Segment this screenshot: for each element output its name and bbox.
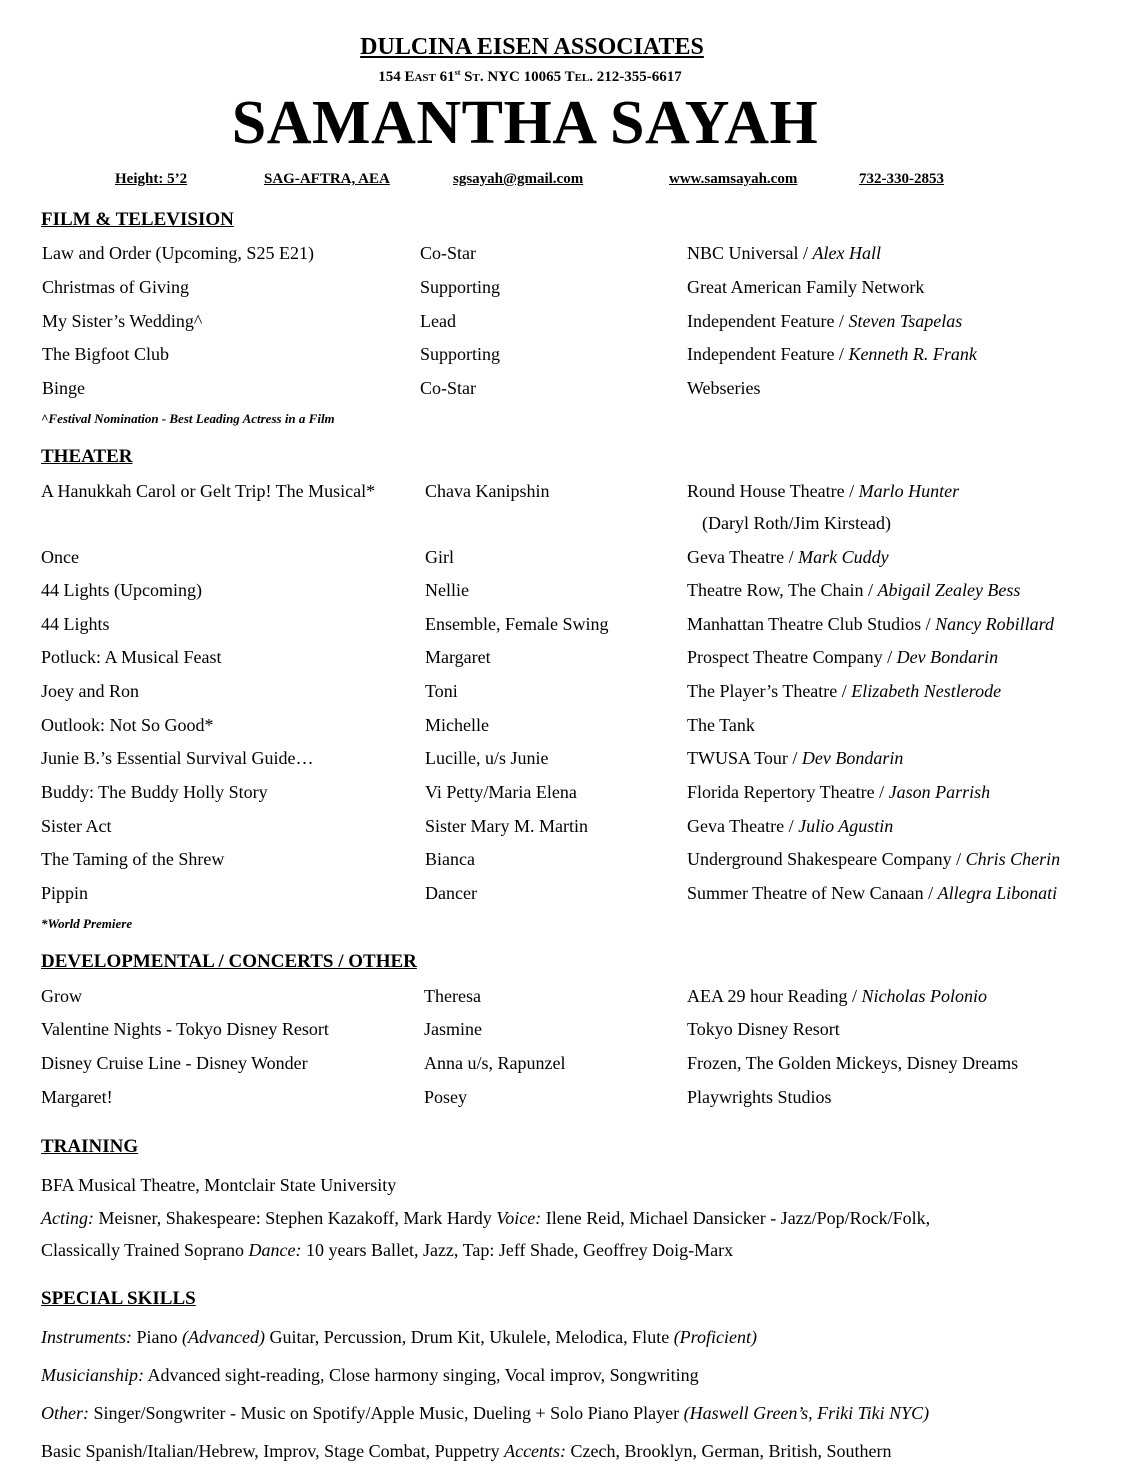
credit-company: Prospect Theatre Company / Dev Bondarin [687, 647, 999, 667]
credit-role: Girl [425, 547, 454, 567]
credit-title: Buddy: The Buddy Holly Story [41, 782, 268, 802]
credit-role: Posey [424, 1087, 468, 1107]
credit-row [0, 342, 1128, 366]
credit-row [0, 984, 1128, 1008]
credit-row [0, 309, 1128, 333]
credit-row [0, 545, 1128, 569]
credit-role: Anna u/s, Rapunzel [424, 1053, 566, 1073]
credit-title: Valentine Nights - Tokyo Disney Resort [41, 1019, 329, 1039]
credit-director: Allegra Libonati [937, 883, 1058, 903]
info-union: SAG-AFTRA, AEA [264, 171, 390, 187]
credit-title: Potluck: A Musical Feast [41, 647, 222, 667]
credit-role: Lucille, u/s Junie [425, 748, 549, 768]
credit-director: Abigail Zealey Bess [877, 580, 1021, 600]
credit-title: Christmas of Giving [42, 277, 189, 297]
credit-company: Playwrights Studios [687, 1087, 832, 1107]
section-heading-skills: SPECIAL SKILLS [41, 1288, 196, 1309]
film-note: ^Festival Nomination - Best Leading Actress in a Film [41, 411, 335, 426]
credit-title: Pippin [41, 883, 89, 903]
credit-company: Florida Repertory Theatre / Jason Parrish [687, 782, 991, 802]
credit-title: Margaret! [41, 1087, 113, 1107]
credit-row [0, 1085, 1128, 1109]
credit-row [0, 780, 1128, 804]
credit-title: Binge [42, 378, 85, 398]
credit-row [0, 1017, 1128, 1041]
training-dance: Classically Trained Soprano Dance: 10 years Ballet, Jazz, Tap: Jeff Shade, Geoffrey Doig-Marx [41, 1240, 734, 1260]
credit-director: Elizabeth Nestlerode [851, 681, 1002, 701]
credit-role: Theresa [424, 986, 481, 1006]
agency-name: DULCINA EISEN ASSOCIATES [360, 34, 704, 60]
credit-company: Webseries [687, 378, 761, 398]
credit-director: Nicholas Polonio [861, 986, 987, 1006]
credit-director: Steven Tsapelas [848, 311, 963, 331]
training-degree: BFA Musical Theatre, Montclair State University [41, 1175, 397, 1195]
credit-title: The Taming of the Shrew [41, 849, 225, 869]
credit-title: Joey and Ron [41, 681, 139, 701]
credit-director: Nancy Robillard [935, 614, 1054, 634]
credit-company: Independent Feature / Steven Tsapelas [687, 311, 963, 331]
credit-company: Summer Theatre of New Canaan / Allegra Libonati [687, 883, 1058, 903]
theater-producers: (Daryl Roth/Jim Kirstead) [702, 513, 891, 533]
credit-row [0, 275, 1128, 299]
credit-company: Underground Shakespeare Company / Chris Cherin [687, 849, 1061, 869]
credit-company: The Player’s Theatre / Elizabeth Nestlerode [687, 681, 1002, 701]
credit-title: Once [41, 547, 79, 567]
credit-role: Ensemble, Female Swing [425, 614, 609, 634]
credit-director: Marlo Hunter [858, 481, 960, 501]
training-acting-voice: Acting: Meisner, Shakespeare: Stephen Kazakoff, Mark Hardy Voice: Ilene Reid, Michael Dansicker - Jazz/Pop/Rock/Folk, [41, 1208, 931, 1228]
skills-languages-accents: Basic Spanish/Italian/Hebrew, Improv, Stage Combat, Puppetry Accents: Czech, Brooklyn, German, British, Southern [41, 1441, 892, 1461]
info-height: Height: 5’2 [115, 171, 188, 187]
credit-role: Nellie [425, 580, 469, 600]
credit-row [0, 1051, 1128, 1075]
credit-company: Great American Family Network [687, 277, 925, 297]
credit-company: AEA 29 hour Reading / Nicholas Polonio [687, 986, 987, 1006]
credit-title: Sister Act [41, 816, 112, 836]
credit-role: Bianca [425, 849, 475, 869]
credit-company: Independent Feature / Kenneth R. Frank [687, 344, 977, 364]
credit-role: Supporting [420, 344, 501, 364]
actor-name: SAMANTHA SAYAH [231, 89, 819, 157]
info-email[interactable]: sgsayah@gmail.com [453, 171, 584, 187]
credit-company: Tokyo Disney Resort [687, 1019, 840, 1039]
skills-instruments: Instruments: Piano (Advanced) Guitar, Percussion, Drum Kit, Ukulele, Melodica, Flute (Proficient) [41, 1327, 757, 1347]
credit-row [0, 612, 1128, 636]
credit-title: The Bigfoot Club [42, 344, 169, 364]
credit-row [0, 645, 1128, 669]
credit-company: Geva Theatre / Mark Cuddy [687, 547, 889, 567]
skills-musicianship: Musicianship: Advanced sight-reading, Close harmony singing, Vocal improv, Songwriting [41, 1365, 699, 1385]
skills-other: Other: Singer/Songwriter - Music on Spotify/Apple Music, Dueling + Solo Piano Player (Haswell Green’s, Friki Tiki NYC) [41, 1403, 930, 1423]
credit-company: TWUSA Tour / Dev Bondarin [687, 748, 904, 768]
credit-row [0, 814, 1128, 838]
credit-title: My Sister’s Wedding^ [42, 311, 203, 331]
credit-company: Geva Theatre / Julio Agustin [687, 816, 894, 836]
credit-director: Dev Bondarin [801, 748, 904, 768]
credit-role: Sister Mary M. Martin [425, 816, 588, 836]
info-phone: 732-330-2853 [859, 171, 944, 187]
credit-director: Kenneth R. Frank [848, 344, 977, 364]
credit-company: Round House Theatre / Marlo Hunter [687, 481, 960, 501]
credit-row [0, 679, 1128, 703]
credit-title: Junie B.’s Essential Survival Guide… [41, 748, 314, 768]
credit-role: Lead [420, 311, 456, 331]
credit-director: Jason Parrish [888, 782, 991, 802]
credit-row [0, 881, 1128, 905]
credit-director: Chris Cherin [965, 849, 1061, 869]
credit-title: Law and Order (Upcoming, S25 E21) [42, 243, 314, 263]
credit-role: Margaret [425, 647, 491, 667]
agency-address: 154 East 61st St. NYC 10065 Tel. 212-355-6617 [378, 68, 682, 85]
credit-role: Co-Star [420, 378, 476, 398]
credit-role: Supporting [420, 277, 501, 297]
credit-row [0, 847, 1128, 871]
credit-director: Dev Bondarin [896, 647, 999, 667]
credit-role: Co-Star [420, 243, 476, 263]
credit-role: Vi Petty/Maria Elena [425, 782, 577, 802]
credit-company: Theatre Row, The Chain / Abigail Zealey Bess [687, 580, 1021, 600]
credit-director: Alex Hall [812, 243, 881, 263]
credit-role: Jasmine [424, 1019, 482, 1039]
credit-role: Michelle [425, 715, 489, 735]
section-heading-training: TRAINING [41, 1136, 139, 1157]
credit-company: The Tank [687, 715, 755, 735]
section-heading-developmental: DEVELOPMENTAL / CONCERTS / OTHER [41, 951, 417, 972]
credit-row [0, 241, 1128, 265]
info-website[interactable]: www.samsayah.com [669, 171, 798, 187]
theater-note: *World Premiere [41, 916, 133, 931]
credit-title: A Hanukkah Carol or Gelt Trip! The Musical* [41, 481, 376, 501]
credit-row [0, 376, 1128, 400]
credit-row [0, 746, 1128, 770]
credit-title: 44 Lights (Upcoming) [41, 580, 202, 600]
credit-title: 44 Lights [41, 614, 110, 634]
credit-row [0, 578, 1128, 602]
credit-role: Toni [425, 681, 458, 701]
credit-role: Dancer [425, 883, 477, 903]
credit-company: NBC Universal / Alex Hall [687, 243, 881, 263]
credit-director: Mark Cuddy [798, 547, 889, 567]
credit-title: Grow [41, 986, 82, 1006]
credit-row [0, 713, 1128, 737]
credit-company: Frozen, The Golden Mickeys, Disney Dreams [687, 1053, 1019, 1073]
credit-role: Chava Kanipshin [425, 481, 550, 501]
section-heading-film: FILM & TELEVISION [41, 209, 234, 230]
credit-title: Outlook: Not So Good* [41, 715, 214, 735]
credit-director: Julio Agustin [798, 816, 894, 836]
credit-company: Manhattan Theatre Club Studios / Nancy Robillard [687, 614, 1054, 634]
credit-row [0, 479, 1128, 503]
credit-title: Disney Cruise Line - Disney Wonder [41, 1053, 308, 1073]
section-heading-theater: THEATER [41, 446, 133, 467]
